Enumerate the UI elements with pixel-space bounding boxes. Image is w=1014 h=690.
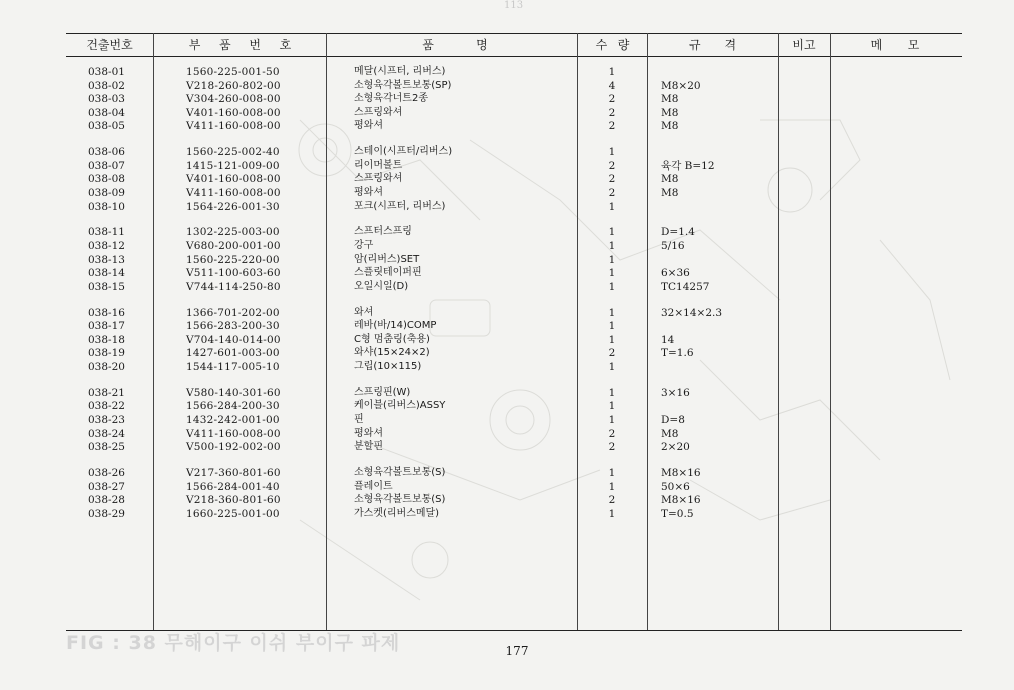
part-name: 소형육각볼트보통(S) [354, 494, 446, 506]
part-quantity: 2 [608, 347, 616, 360]
part-code: 1544-117-005-10 [186, 361, 280, 373]
header-memo-char: 메 [870, 38, 883, 52]
header-part-name [380, 35, 530, 55]
part-name: 스플릿테이퍼핀 [354, 267, 422, 279]
part-item-number: 038-19 [88, 347, 125, 360]
part-code: V304-260-008-00 [186, 93, 281, 106]
table-row [0, 253, 1014, 267]
table-row [0, 360, 1014, 374]
part-quantity: 2 [608, 441, 616, 454]
part-item-number: 038-24 [88, 427, 125, 440]
table-row [0, 466, 1014, 480]
part-item-number: 038-07 [88, 159, 125, 172]
part-quantity: 1 [608, 361, 616, 373]
part-code: 1660-225-001-00 [186, 507, 280, 520]
part-code: V401-160-008-00 [186, 173, 281, 186]
part-name: 케이블(리버스)ASSY [354, 400, 446, 412]
table-row [0, 280, 1014, 294]
part-spec: D=8 [661, 414, 685, 426]
part-name: 스프터스프링 [354, 226, 412, 238]
part-spec: 2×20 [661, 441, 690, 454]
table-row [0, 145, 1014, 159]
part-code: V218-360-801-60 [186, 494, 281, 507]
header-part-char: 번 [249, 38, 261, 52]
part-code: 1564-226-001-30 [186, 200, 280, 213]
part-spec: M8 [661, 427, 679, 440]
part-item-number: 038-23 [88, 414, 125, 426]
part-name: 와샤(15×24×2) [354, 347, 430, 359]
footer-figure-caption: FIG : 38 무해이구 이쉬 부이구 파제 [66, 632, 401, 654]
part-code: V411-160-008-00 [186, 120, 281, 133]
header-part-number [170, 35, 310, 55]
part-code: 1566-284-001-40 [186, 480, 280, 493]
part-name: 와셔 [354, 306, 374, 318]
part-quantity: 2 [608, 187, 616, 199]
table-row [0, 480, 1014, 494]
part-spec: T=0.5 [661, 507, 694, 520]
part-name: 핀 [354, 414, 364, 425]
part-item-number: 038-08 [88, 173, 125, 186]
part-quantity: 1 [608, 333, 616, 346]
part-code: V401-160-008-00 [186, 106, 281, 119]
header-part-char: 부 [188, 38, 201, 52]
header-spec-char: 규 [688, 38, 701, 52]
part-code: 1566-284-200-30 [186, 400, 280, 413]
header-part-char: 호 [279, 38, 292, 52]
part-quantity: 2 [608, 106, 616, 119]
table-row [0, 92, 1014, 106]
part-code: 1432-242-001-00 [186, 414, 280, 426]
part-name: 가스켓(리버스메달) [354, 507, 440, 519]
part-quantity: 2 [608, 159, 616, 172]
table-row [0, 65, 1014, 79]
table-row [0, 186, 1014, 200]
part-quantity: 1 [608, 414, 616, 426]
part-spec: 육각 B=12 [661, 159, 715, 172]
table-row [0, 399, 1014, 413]
part-quantity: 1 [608, 200, 616, 213]
part-item-number: 038-25 [88, 441, 125, 454]
part-code: 1427-601-003-00 [186, 347, 280, 360]
part-quantity: 2 [608, 494, 616, 507]
header-memo [845, 35, 945, 55]
header-qty-char: 량 [617, 38, 630, 52]
part-item-number: 038-05 [88, 120, 125, 133]
part-quantity: 2 [608, 93, 616, 106]
table-row [0, 172, 1014, 186]
header-note-label: 비고 [792, 38, 816, 52]
table-row [0, 266, 1014, 280]
part-quantity: 1 [608, 386, 616, 399]
header-note [778, 35, 830, 55]
part-item-number: 038-09 [88, 187, 125, 199]
part-item-number: 038-20 [88, 361, 125, 373]
table-row [0, 346, 1014, 360]
part-name: 오일시일(D) [354, 280, 409, 292]
part-code: V411-160-008-00 [186, 187, 281, 199]
part-name: 그립(10×115) [354, 361, 422, 372]
part-item-number: 038-27 [88, 480, 125, 493]
top-page-mark: 113 [504, 0, 524, 11]
part-name: 평와셔 [354, 427, 383, 439]
part-code: V500-192-002-00 [186, 441, 281, 454]
header-name-char: 품 [422, 38, 434, 52]
part-code: V411-160-008-00 [186, 427, 281, 440]
part-quantity: 1 [608, 400, 616, 413]
part-code: V744-114-250-80 [186, 280, 281, 293]
table-row [0, 79, 1014, 93]
part-quantity: 1 [608, 253, 616, 266]
part-item-number: 038-21 [88, 386, 125, 399]
part-name: 소형육각볼트보통(SP) [354, 79, 452, 91]
part-item-number: 038-04 [88, 106, 125, 119]
part-name: 리이머볼트 [354, 159, 403, 171]
part-name: 분할핀 [354, 441, 383, 453]
part-code: 1560-225-002-40 [186, 146, 280, 159]
part-name: 강구 [354, 240, 374, 251]
table-row [0, 225, 1014, 239]
part-spec: 32×14×2.3 [661, 306, 723, 319]
part-quantity: 1 [608, 306, 616, 319]
header-part-char: 품 [219, 38, 231, 52]
part-item-number: 038-28 [88, 494, 125, 507]
part-quantity: 1 [608, 226, 616, 239]
table-row [0, 333, 1014, 347]
part-spec: M8 [661, 120, 679, 133]
table-row [0, 106, 1014, 120]
part-item-number: 038-26 [88, 467, 125, 479]
part-name: 플레이트 [354, 480, 393, 492]
table-row [0, 493, 1014, 507]
part-spec: D=1.4 [661, 226, 695, 239]
part-code: 1566-283-200-30 [186, 320, 280, 333]
part-item-number: 038-12 [88, 240, 125, 252]
part-name: 평와셔 [354, 120, 383, 132]
header-name-char: 명 [476, 38, 488, 52]
part-quantity: 1 [608, 467, 616, 479]
part-code: V218-260-802-00 [186, 79, 281, 92]
part-item-number: 038-16 [88, 306, 125, 319]
part-spec: M8×20 [661, 79, 701, 92]
part-item-number: 038-22 [88, 400, 125, 413]
table-row [0, 440, 1014, 454]
part-spec: M8 [661, 93, 679, 106]
part-quantity: 1 [608, 480, 616, 493]
part-name: 스프링와셔 [354, 106, 403, 118]
part-name: 메달(시프터, 리버스) [354, 66, 446, 77]
part-spec: M8 [661, 173, 679, 186]
part-spec: M8 [661, 187, 679, 199]
part-code: 1415-121-009-00 [186, 159, 280, 172]
part-name: 스프링핀(W) [354, 386, 411, 398]
part-code: 1560-225-001-50 [186, 66, 280, 78]
page-number: 177 [505, 644, 529, 658]
part-item-number: 038-01 [88, 66, 125, 78]
part-code: V217-360-801-60 [186, 467, 281, 479]
part-spec: 3×16 [661, 386, 690, 399]
part-quantity: 1 [608, 320, 616, 333]
part-spec: T=1.6 [661, 347, 694, 360]
table-row [0, 413, 1014, 427]
part-name: 스테이(시프터/리버스) [354, 146, 453, 158]
header-number [66, 35, 153, 55]
part-item-number: 038-13 [88, 253, 125, 266]
part-spec: TC14257 [661, 280, 710, 293]
part-item-number: 038-10 [88, 200, 125, 213]
part-item-number: 038-06 [88, 146, 125, 159]
part-name: 소형육각너트2종 [354, 93, 428, 105]
table-row [0, 319, 1014, 333]
table-row [0, 386, 1014, 400]
table-top-rule [66, 33, 962, 34]
part-spec: M8×16 [661, 494, 701, 507]
part-quantity: 4 [608, 79, 616, 92]
part-name: 레바(바/14)COMP [354, 320, 437, 332]
part-quantity: 2 [608, 173, 616, 186]
header-quantity [585, 35, 640, 55]
part-quantity: 2 [608, 427, 616, 440]
part-code: V580-140-301-60 [186, 386, 281, 399]
part-name: 포크(시프터, 리버스) [354, 200, 446, 212]
part-quantity: 1 [608, 146, 616, 159]
part-code: V680-200-001-00 [186, 240, 281, 252]
part-code: 1302-225-003-00 [186, 226, 280, 239]
header-memo-char: 모 [907, 38, 920, 52]
part-item-number: 038-17 [88, 320, 125, 333]
part-quantity: 1 [608, 280, 616, 293]
table-row [0, 507, 1014, 521]
table-row [0, 200, 1014, 214]
table-row [0, 427, 1014, 441]
part-quantity: 1 [608, 507, 616, 520]
part-spec: 5/16 [661, 240, 685, 252]
part-name: C형 멈춤링(축용) [354, 333, 430, 345]
part-item-number: 038-02 [88, 79, 125, 92]
part-item-number: 038-03 [88, 93, 125, 106]
part-code: V704-140-014-00 [186, 333, 281, 346]
part-spec: 14 [661, 333, 675, 346]
table-row [0, 119, 1014, 133]
header-number-label: 건출번호 [86, 38, 133, 52]
part-code: 1560-225-220-00 [186, 253, 280, 266]
part-quantity: 1 [608, 267, 616, 280]
part-code: 1366-701-202-00 [186, 306, 280, 319]
part-item-number: 038-14 [88, 267, 125, 280]
part-spec: M8×16 [661, 467, 701, 479]
table-row [0, 159, 1014, 173]
part-name: 평와셔 [354, 187, 383, 198]
part-spec: 50×6 [661, 480, 690, 493]
part-item-number: 038-11 [88, 226, 125, 239]
part-name: 소형육각볼트보통(S) [354, 467, 446, 478]
part-item-number: 038-29 [88, 507, 125, 520]
header-spec-char: 격 [724, 38, 737, 52]
part-name: 암(리버스)SET [354, 253, 420, 265]
part-spec: 6×36 [661, 267, 690, 280]
part-quantity: 2 [608, 120, 616, 133]
header-qty-char: 수 [595, 38, 608, 52]
table-row [0, 239, 1014, 253]
part-name: 스프링와셔 [354, 173, 403, 185]
part-quantity: 1 [608, 240, 616, 252]
table-row [0, 306, 1014, 320]
part-code: V511-100-603-60 [186, 267, 281, 280]
header-spec [665, 35, 760, 55]
part-spec: M8 [661, 106, 679, 119]
part-item-number: 038-18 [88, 333, 125, 346]
part-item-number: 038-15 [88, 280, 125, 293]
header-bottom-rule [66, 56, 962, 57]
part-quantity: 1 [608, 66, 616, 78]
